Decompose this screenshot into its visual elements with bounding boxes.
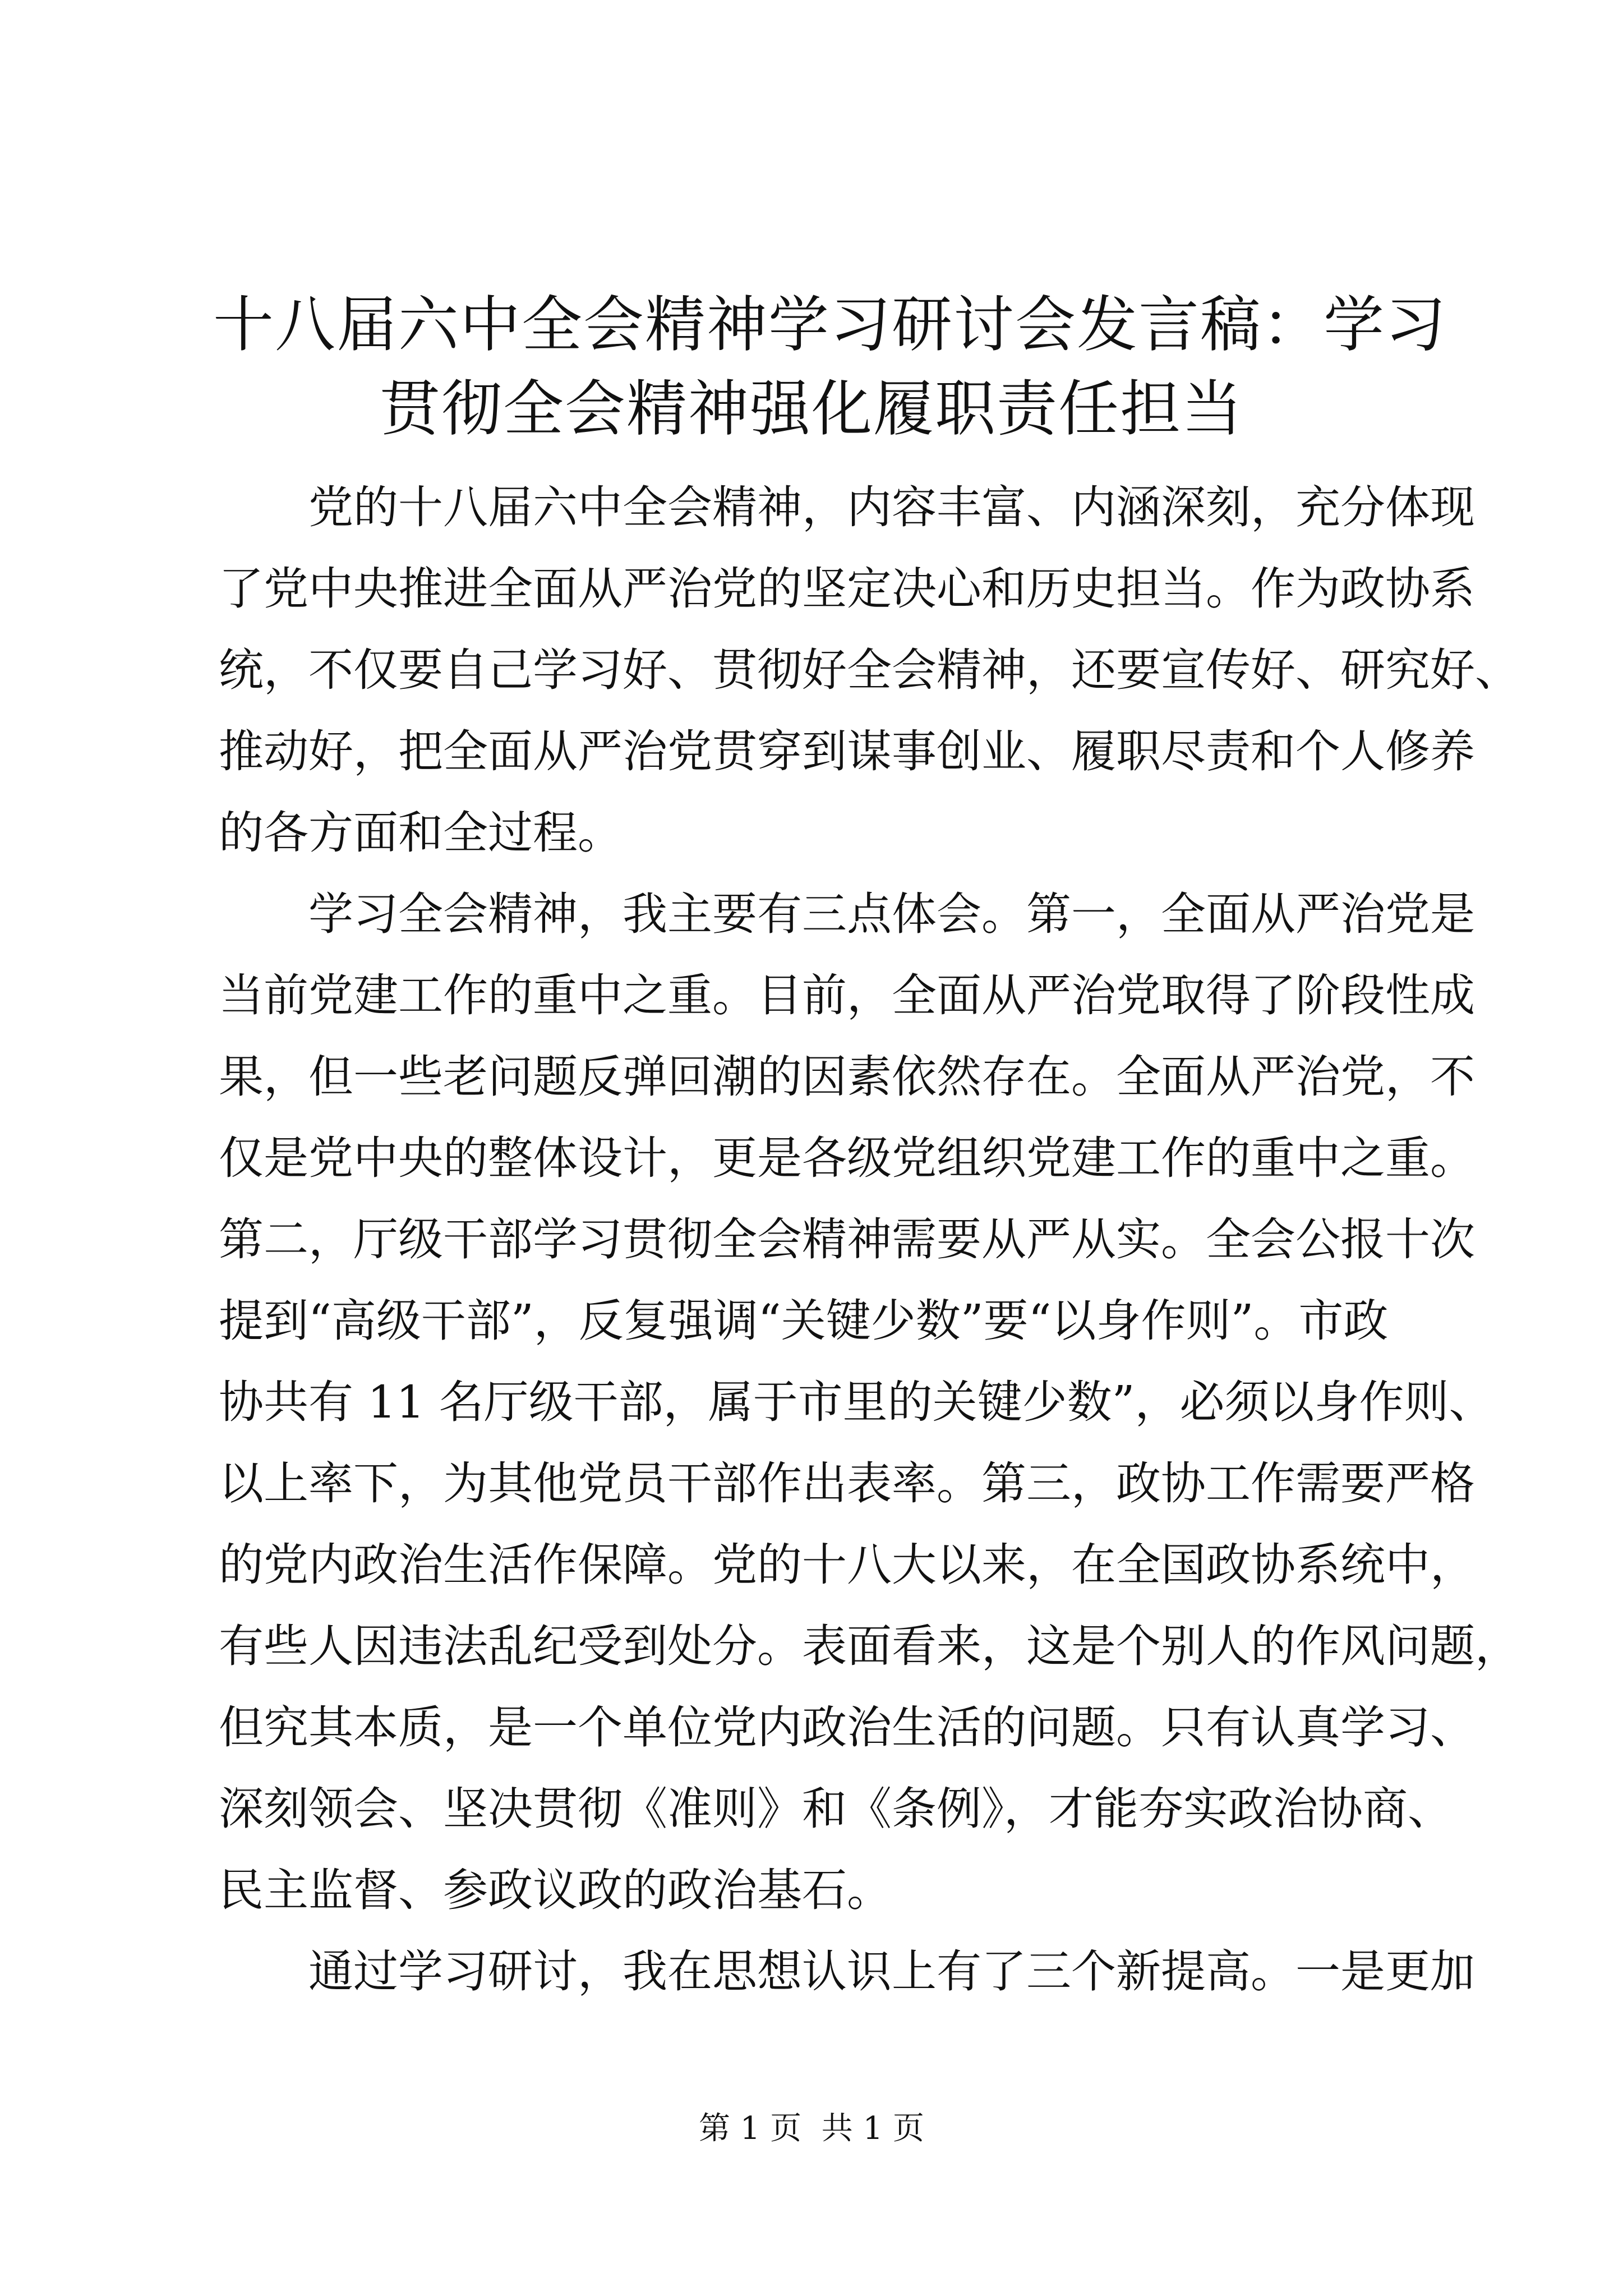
document-title <box>213 283 1447 452</box>
paragraph-2-line: 深刻领会、坚决贯彻《准则》和《条例》，才能夯实政治协商、 <box>219 1783 1453 1835</box>
paragraph-1-line: 统，不仅要自己学习好、贯彻好全会精神，还要宣传好、研究好、 <box>219 644 1520 696</box>
paragraph-3-line: 通过学习研讨，我在思想认识上有了三个新提高。一是更加 <box>308 1945 1475 1998</box>
paragraph-2-line: 协共有 11 名厅级干部，属于市里的关键少数”，必须以身作则、 <box>219 1376 1494 1428</box>
title-line: 十八届六中全会精神学习研讨会发言稿：学习 <box>213 290 1447 360</box>
paragraph-1-line: 推动好，把全面从严治党贯穿到谋事创业、履职尽责和个人修养 <box>219 725 1475 777</box>
paragraph-1-line: 的各方面和全过程。 <box>219 807 623 859</box>
paragraph-2-line: 学习全会精神，我主要有三点体会。第一，全面从严治党是 <box>308 888 1475 940</box>
paragraph-1-line: 党的十八届六中全会精神，内容丰富、内涵深刻，充分体现 <box>308 481 1475 533</box>
paragraph-2-line: 提到“高级干部”，反复强调“关键少数”要“以身作则”。市政 <box>219 1295 1389 1347</box>
page-footer: 第 1 页 共 1 页 <box>698 2110 925 2147</box>
paragraph-2-line: 但究其本质，是一个单位党内政治生活的问题。只有认真学习、 <box>219 1701 1475 1754</box>
paragraph-2-line: 的党内政治生活作保障。党的十八大以来，在全国政协系统中， <box>219 1539 1475 1591</box>
paragraph-2-line: 仅是党中央的整体设计，更是各级党组织党建工作的重中之重。 <box>219 1132 1475 1184</box>
paragraph-2-line: 民主监督、参政议政的政治基石。 <box>219 1864 892 1916</box>
title-line: 贯彻全会精神强化履职责任担当 <box>379 374 1243 444</box>
paragraph-2-line: 有些人因违法乱纪受到处分。表面看来，这是个别人的作风问题， <box>219 1620 1520 1672</box>
paragraph-2-line: 果，但一些老问题反弹回潮的因素依然存在。全面从严治党，不 <box>219 1051 1475 1103</box>
paragraph-2-line: 以上率下，为其他党员干部作出表率。第三，政协工作需要严格 <box>219 1457 1475 1510</box>
paragraph-1-line: 了党中央推进全面从严治党的坚定决心和历史担当。作为政协系 <box>219 563 1475 615</box>
paragraph-2-line: 第二，厅级干部学习贯彻全会精神需要从严从实。全会公报十次 <box>219 1213 1475 1266</box>
paragraph-2-line: 当前党建工作的重中之重。目前，全面从严治党取得了阶段性成 <box>219 969 1475 1022</box>
